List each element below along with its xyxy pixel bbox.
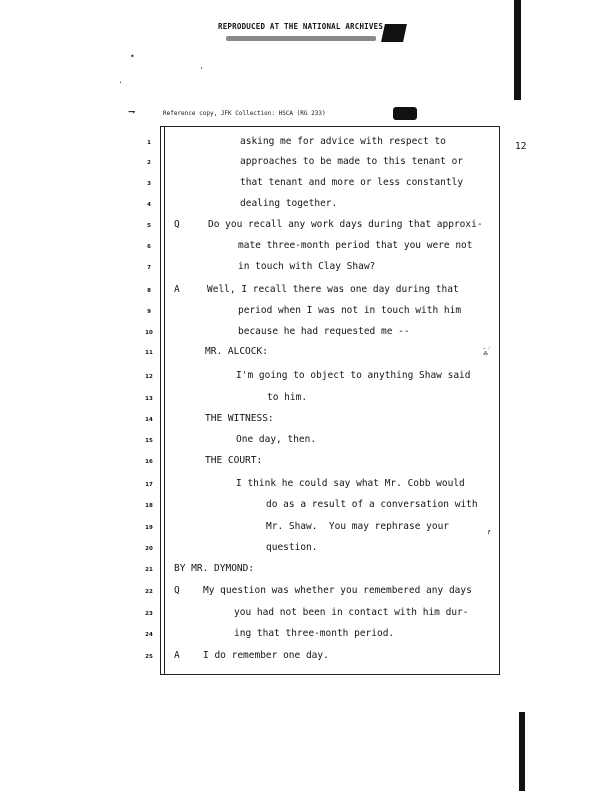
- qa-marker: A: [174, 284, 180, 295]
- transcript-line-text: Mr. Shaw. You may rephrase your: [266, 521, 450, 532]
- qa-marker: Q: [174, 585, 180, 596]
- line-number: 25: [145, 654, 153, 660]
- line-number: 14: [145, 417, 153, 423]
- line-number: 13: [145, 396, 153, 402]
- line-number: 6: [147, 244, 151, 250]
- stamp-blot: [381, 24, 407, 42]
- speck: •: [130, 52, 135, 61]
- transcript-line-text: in touch with Clay Shaw?: [238, 261, 376, 272]
- transcript-line-text: My question was whether you remembered any days: [203, 585, 472, 596]
- transcript-line-text: that tenant and more or less constantly: [240, 177, 464, 188]
- line-number: 3: [147, 181, 151, 187]
- transcript-line-text: dealing together.: [240, 198, 338, 209]
- line-number: 20: [145, 546, 153, 552]
- line-number: 17: [145, 482, 153, 488]
- transcript-line-text: Do you recall any work days during that approxi-: [208, 219, 483, 230]
- line-number: 12: [145, 374, 153, 380]
- line-number: 21: [145, 567, 153, 573]
- line-number: 9: [147, 309, 151, 315]
- transcript-line-text: to him.: [267, 392, 308, 403]
- line-number: 5: [147, 223, 151, 229]
- transcript-line-text: I do remember one day.: [203, 650, 329, 661]
- speck: ·: [118, 78, 123, 87]
- line-number: 18: [145, 503, 153, 509]
- transcript-line-text: One day, then.: [236, 434, 317, 445]
- qa-marker: A: [174, 650, 180, 661]
- page-number: 12: [515, 141, 527, 152]
- transcript-line-text: ing that three-month period.: [234, 628, 395, 639]
- line-number: 19: [145, 525, 153, 531]
- transcript-line-text: I think he could say what Mr. Cobb would: [236, 478, 465, 489]
- line-number: 24: [145, 632, 153, 638]
- line-number: 8: [147, 288, 151, 294]
- transcript-line-text: Well, I recall there was one day during that: [207, 284, 459, 295]
- transcript-line-text: mate three-month period that you were not: [238, 240, 473, 251]
- line-number: 7: [147, 265, 151, 271]
- margin-mark: ⁃ ⁄ ⁂: [483, 346, 490, 357]
- transcript-line-text: asking me for advice with respect to: [240, 136, 446, 147]
- transcript-line-text: I'm going to object to anything Shaw said: [236, 370, 471, 381]
- transcript-line-text: THE WITNESS:: [205, 413, 274, 424]
- line-number: 11: [145, 350, 153, 356]
- line-number: 1: [147, 140, 151, 146]
- line-number: 4: [147, 202, 151, 208]
- archive-stamp: REPRODUCED AT THE NATIONAL ARCHIVES: [218, 22, 384, 31]
- stamp-smudge: [226, 36, 376, 41]
- line-number: 23: [145, 611, 153, 617]
- transcript-line-text: do as a result of a conversation with: [266, 499, 478, 510]
- transcript-line-text: approaches to be made to this tenant or: [240, 156, 464, 167]
- line-number: 16: [145, 459, 153, 465]
- line-number: 10: [145, 330, 153, 336]
- line-number: 15: [145, 438, 153, 444]
- line-number: 2: [147, 160, 151, 166]
- pen-mark: ↗: [484, 526, 493, 537]
- reference-blot: [393, 107, 417, 120]
- corner-arrow-mark: ⇁: [128, 104, 136, 118]
- transcript-line-text: question.: [266, 542, 318, 553]
- transcript-line-text: BY MR. DYMOND:: [174, 563, 255, 574]
- transcript-line-text: MR. ALCOCK:: [205, 346, 268, 357]
- transcript-line-text: THE COURT:: [205, 455, 263, 466]
- transcript-line-text: because he had requested me --: [238, 326, 410, 337]
- scan-edge-bottom: [519, 712, 525, 791]
- scan-edge-top: [514, 0, 521, 100]
- line-number: 22: [145, 589, 153, 595]
- qa-marker: Q: [174, 219, 180, 230]
- reference-line: Reference copy, JFK Collection: HSCA (RG 233): [163, 110, 326, 117]
- transcript-line-text: period when I was not in touch with him: [238, 305, 462, 316]
- transcript-line-text: you had not been in contact with him dur-: [234, 607, 469, 618]
- speck: ': [199, 66, 204, 75]
